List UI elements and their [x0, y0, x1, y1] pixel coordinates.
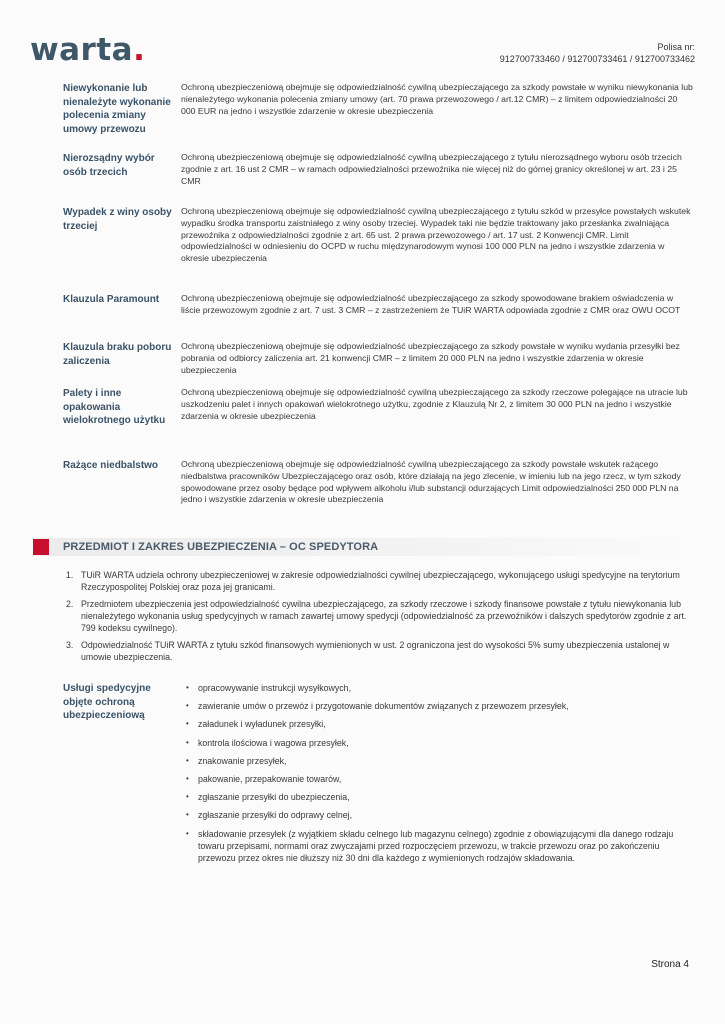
- section-header: [33, 538, 695, 556]
- bullet-icon: •: [186, 792, 189, 802]
- service-item: [186, 737, 693, 749]
- service-item: [186, 828, 693, 864]
- service-item: [186, 755, 693, 767]
- item-text: Odpowiedzialność TUiR WARTA z tytułu szkód finansowych wymienionych w ust. 2 ograniczona jest do wysokości 5% sumy ubezpieczenia ustalonej w umowie ubezpieczenia.: [81, 640, 670, 662]
- service-text: kontrola ilościowa i wagowa przesyłek,: [198, 737, 349, 748]
- numbered-item: [66, 639, 696, 663]
- clause-text: Ochroną ubezpieczeniową obejmuje się odpowiedzialność cywilną ubezpieczającego z tytułu nierozsądnego wyboru osób trzecich zgodnie z art. 16 ust 2 CMR – w ramach odpowiedzialności przewoźnika nie więcej niż do górnej granicy określonej w art. 23 i 25 CMR: [181, 152, 682, 186]
- service-text: zawieranie umów o przewóz i przygotowanie dokumentów związanych z przewozem przesyłek,: [198, 701, 569, 712]
- clause-text: Ochroną ubezpieczeniową obejmuje się odpowiedzialność ubezpieczającego za szkody spowodowane brakiem oświadczenia w liście przewozowym zgodnie z art. 7 ust. 3 CMR – z zastrzeżeniem że TUiR WARTA odpowiada zgodnie z CMR oraz OWU OCOT: [181, 293, 681, 315]
- clause-label: Palety i inne opakowania wielokrotnego użytku: [63, 388, 166, 426]
- item-number: 1.: [66, 570, 74, 580]
- service-item: [186, 773, 693, 785]
- section-marker: [33, 539, 49, 555]
- item-text: Przedmiotem ubezpieczenia jest odpowiedzialność cywilna ubezpieczającego, za szkody rzeczowe i szkody finansowe powstałe z tytułu niewykonania lub nienależytego wykonania usług spedycyjnych w ramach zawartej umowy spedycji (odpowiedzialność za przewoźników i dalszych spedytorów zgodnie z art. 799 kodeksu cywilnego).: [81, 599, 687, 633]
- logo-wordmark: warta: [30, 32, 134, 68]
- services-label: Usługi spedycyjne objęte ochroną ubezpieczeniową: [63, 683, 151, 721]
- service-text: znakowanie przesyłek,: [198, 755, 287, 766]
- numbered-item: [66, 569, 696, 593]
- section-title: PRZEDMIOT I ZAKRES UBEZPIECZENIA – OC SPEDYTORA: [63, 541, 379, 553]
- numbered-list: [66, 569, 696, 668]
- bullet-icon: •: [186, 773, 189, 783]
- clause-text: Ochroną ubezpieczeniową obejmuje się odpowiedzialność cywilną ubezpieczającego z tytułu szkód w przesyłce powstałych wskutek wypadku środka transportu zaistniałego z winy osoby trzeciej. Wypadek taki nie będzie traktowany jako przesłanka zwalniająca przewoźnika z odpowiedzialności zgodnie z art. 65 ust. 2 prawa przewozowego / art. 17 ust. 2 Konwencji CMR. Limit odpowiedzialności w odniesieniu do OCPD w ruchu międzynarodowym wynosi 100 000 PLN na jedno i wszystkie zdarzenia w okresie ubezpieczenia: [181, 206, 691, 264]
- clause-text: Ochroną ubezpieczeniową obejmuje się odpowiedzialność ubezpieczającego za szkody powstałe w wyniku wydania przesyłki bez pobrania od odbiorcy zaliczenia art. 21 konwencji CMR – z limitem 20 000 PLN na jedno i wszystkie zdarzenia w okresie ubezpieczenia: [181, 341, 680, 375]
- clause-label: Niewykonanie lub nienależyte wykonanie polecenia zmiany umowy przewozu: [63, 83, 171, 135]
- bullet-icon: •: [186, 737, 189, 747]
- clause-text: Ochroną ubezpieczeniową obejmuje się odpowiedzialność cywilną ubezpieczającego za szkody powstałe wskutek rażącego niedbalstwa pracowników Ubezpieczającego oraz osób, które działają na jego zlecenie, w imieniu lub na jego rzecz, w tym szkody spowodowane przez osoby będące pod wpływem alkoholu i/lub substancji odurzających Limit odpowiedzialności 250 000 PLN na jedno i wszystkie zdarzenia w okresie ubezpieczenia: [181, 459, 681, 505]
- services-list: [186, 682, 693, 870]
- service-item: [186, 718, 693, 730]
- numbered-item: [66, 598, 696, 634]
- policy-label: Polisa nr:: [657, 42, 695, 52]
- clause-text: Ochroną ubezpieczeniową obejmuje się odpowiedzialność cywilną ubezpieczającego za szkody powstałe w wyniku niewykonania lub nienależytego wykonania polecenia zmiany umowy (art. 70 prawa przewozowego / art.12 CMR) – z limitem odpowiedzialności 20 000 EUR na jedno i wszystkie zdarzenie w okresie ubezpieczenia: [181, 82, 693, 116]
- bullet-icon: •: [186, 701, 189, 711]
- clause-row: [63, 459, 693, 519]
- clause-label: Nierozsądny wybór osób trzecich: [63, 153, 155, 178]
- clause-label: Klauzula Paramount: [63, 294, 160, 305]
- bullet-icon: •: [186, 683, 189, 692]
- clause-text: Ochroną ubezpieczeniową obejmuje się odpowiedzialność cywilną ubezpieczającego za szkody rzeczowe polegające na utracie lub uszkodzeniu palet i innych opakowań wielokrotnego użytku, zgodnie z Klauzulą Nr 2, z limitem 30 000 PLN na jedno i wszystkie zdarzenia w okresie ubezpieczenia: [181, 387, 688, 421]
- policy-number-block: [500, 42, 695, 65]
- bullet-icon: •: [186, 828, 189, 838]
- warta-logo: [30, 32, 145, 68]
- item-number: 2.: [66, 599, 74, 609]
- clause-row: [63, 387, 693, 459]
- service-item: [186, 809, 693, 821]
- service-item: [186, 682, 693, 694]
- bullet-icon: •: [186, 755, 189, 765]
- clause-row: [63, 341, 693, 387]
- item-number: 3.: [66, 640, 74, 650]
- service-text: składowanie przesyłek (z wyjątkiem składu celnego lub magazynu celnego) zgodnie z obowiązującymi dla danego rodzaju towaru przepisami, normami oraz zwyczajami przed rozpoczęciem przewozu, w trakcie przewozu oraz po zakończeniu przewozu przez okres nie dłuższy niż 30 dni dla każdego z wymienionych rodzajów składowania.: [198, 828, 674, 863]
- services-block: [63, 682, 693, 870]
- service-text: załadunek i wyładunek przesyłki,: [198, 719, 326, 730]
- service-item: [186, 700, 693, 712]
- service-item: [186, 791, 693, 803]
- clause-label: Klauzula braku poboru zaliczenia: [63, 342, 172, 367]
- clause-row: [63, 152, 693, 206]
- clause-label: Rażące niedbalstwo: [63, 460, 159, 471]
- service-text: zgłaszanie przesyłki do odprawy celnej,: [198, 810, 353, 821]
- bullet-icon: •: [186, 719, 189, 729]
- service-text: zgłaszanie przesyłki do ubezpieczenia,: [198, 792, 350, 803]
- clause-label: Wypadek z winy osoby trzeciej: [63, 207, 172, 232]
- clause-row: [63, 82, 693, 152]
- clause-row: [63, 206, 693, 293]
- clauses-list: [63, 82, 693, 519]
- service-text: opracowywanie instrukcji wysyłkowych,: [198, 683, 352, 693]
- clause-row: [63, 293, 693, 341]
- policy-numbers: 912700733460 / 912700733461 / 912700733462: [499, 53, 695, 64]
- item-text: TUiR WARTA udziela ochrony ubezpieczeniowej w zakresie odpowiedzialności cywilnej ubezpieczającego, wykonującego usługi spedycyjne na terytorium Rzeczypospolitej Polskiej oraz poza jej granicami.: [81, 570, 680, 592]
- page-number: Strona 4: [651, 959, 689, 970]
- logo-dot: .: [133, 32, 146, 68]
- service-text: pakowanie, przepakowanie towarów,: [198, 773, 342, 784]
- bullet-icon: •: [186, 810, 189, 820]
